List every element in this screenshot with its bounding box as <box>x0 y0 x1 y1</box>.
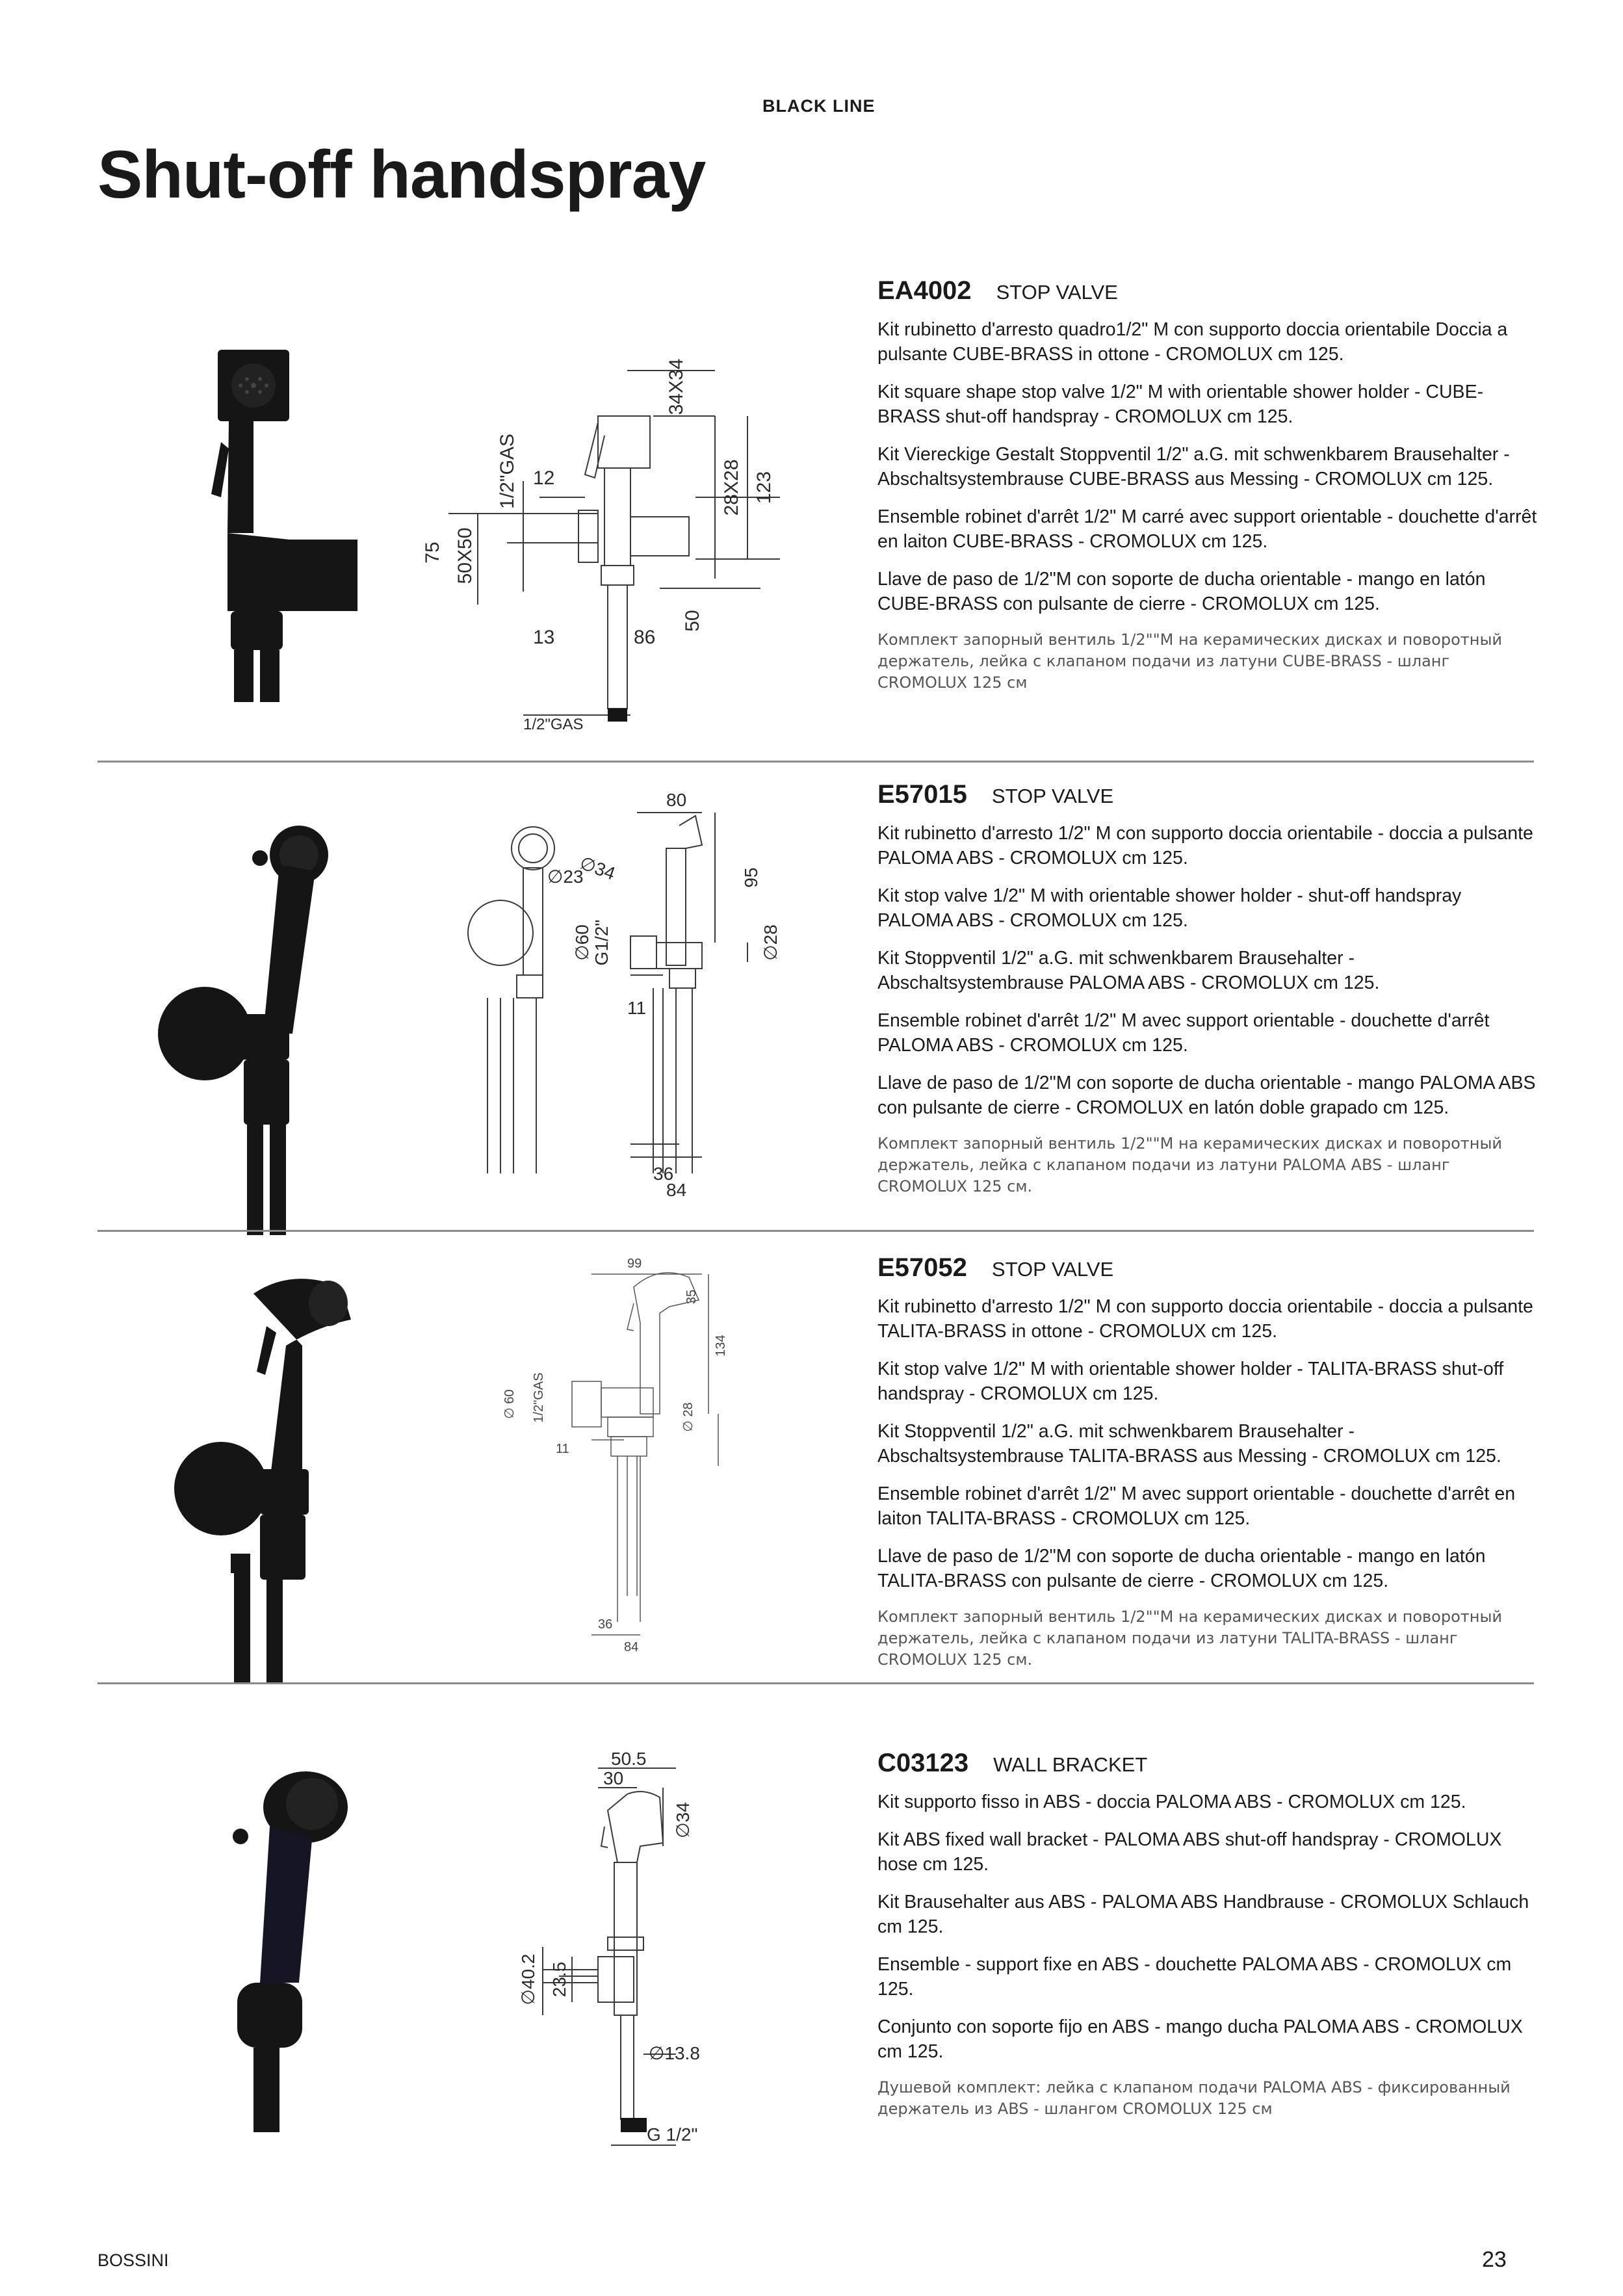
product-type: STOP VALVE <box>991 1258 1114 1281</box>
dim-12: 12 <box>533 467 555 489</box>
product-info <box>877 780 1540 1197</box>
description-de: Kit Stoppventil 1/2" a.G. mit schwenkbarem Brausehalter - Abschaltsystembrause PALOMA ABS - CROMOLUX cm 125. <box>877 948 1380 993</box>
description-es: Llave de paso de 1/2"M con soporte de ducha orientable - mango en latón CUBE-BRASS con pulsante de cierre - CROMOLUX cm 125. <box>877 569 1486 614</box>
technical-drawing <box>409 332 786 748</box>
description-fr: Ensemble - support fixe en ABS - douchette PALOMA ABS - CROMOLUX cm 125. <box>877 1954 1512 2000</box>
dim-50: 50 <box>682 610 703 632</box>
product-info <box>877 1749 1540 2120</box>
product-code: E57052 <box>877 1253 967 1282</box>
description-en: Kit stop valve 1/2" M with orientable shower holder - shut-off handspray PALOMA ABS - CROMOLUX cm 125. <box>877 885 1462 931</box>
description-ru: Комплект запорный вентиль 1/2""М на керамических дисках и поворотный держатель, лейка с клапаном подачи из латуни TALITA-BRASS - шланг CROMOLUX 125 см. <box>877 1608 1502 1669</box>
description-en: Kit square shape stop valve 1/2" M with orientable shower holder - CUBE-BRASS shut-off handspray - CROMOLUX cm 125. <box>877 382 1484 427</box>
dim-11: 11 <box>627 998 647 1018</box>
description-fr: Ensemble robinet d'arrêt 1/2" M avec support orientable - douchette d'arrêt PALOMA ABS - CROMOLUX cm 125. <box>877 1010 1490 1056</box>
dim-gas-bottom: 1/2"GAS <box>523 716 584 733</box>
description-en: Kit stop valve 1/2" M with orientable shower holder - TALITA-BRASS shut-off handspray - CROMOLUX cm 125. <box>877 1359 1504 1404</box>
dim-d40-2: ∅40.2 <box>518 1953 538 2005</box>
product-type: WALL BRACKET <box>993 1753 1148 1776</box>
description-it: Kit rubinetto d'arresto quadro1/2" M con supporto doccia orientabile Doccia a pulsante CUBE-BRASS in ottone - CROMOLUX cm 125. <box>877 319 1508 365</box>
divider <box>97 761 1534 763</box>
dim-134: 134 <box>714 1335 728 1357</box>
dim-d28: ∅28 <box>760 924 781 961</box>
dim-95: 95 <box>741 867 761 888</box>
dim-d28: ∅ 28 <box>681 1402 695 1432</box>
series-label: BLACK LINE <box>762 96 876 116</box>
product-info <box>877 1253 1540 1671</box>
dim-86: 86 <box>634 627 656 648</box>
dim-13: 13 <box>533 627 555 648</box>
product-photo <box>221 1768 377 2132</box>
dim-50-5: 50.5 <box>611 1749 647 1769</box>
dim-d60: ∅ 60 <box>502 1389 517 1419</box>
technical-drawing <box>494 1251 767 1667</box>
dim-35: 35 <box>684 1289 699 1305</box>
description-es: Llave de paso de 1/2"M con soporte de ducha orientable - mango PALOMA ABS con pulsante de cierre - CROMOLUX en latón doble grapado cm 125. <box>877 1073 1536 1118</box>
product-photo <box>156 819 364 1235</box>
dim-11: 11 <box>556 1442 569 1456</box>
dim-d23: ∅23 <box>547 867 584 887</box>
dim-30: 30 <box>603 1768 624 1788</box>
description-it: Kit rubinetto d'arresto 1/2" M con supporto doccia orientabile - doccia a pulsante PALOMA ABS - CROMOLUX cm 125. <box>877 823 1533 868</box>
dim-84: 84 <box>624 1640 639 1654</box>
description-en: Kit ABS fixed wall bracket - PALOMA ABS shut-off handspray - CROMOLUX hose cm 125. <box>877 1829 1502 1875</box>
dim-d34: ∅34 <box>577 852 618 884</box>
dim-gas: 1/2"GAS <box>497 434 518 509</box>
page-title: Shut-off handspray <box>97 137 706 213</box>
description-ru: Комплект запорный вентиль 1/2""М на керамических дисках и поворотный держатель, лейка с клапаном подачи из латуни CUBE-BRASS - шланг CROMOLUX 125 см <box>877 631 1502 692</box>
product-code: EA4002 <box>877 276 972 305</box>
dim-36: 36 <box>598 1617 613 1632</box>
page-number: 23 <box>1482 2247 1507 2272</box>
product-type: STOP VALVE <box>991 785 1114 807</box>
description-it: Kit supporto fisso in ABS - doccia PALOMA ABS - CROMOLUX cm 125. <box>877 1792 1466 1812</box>
dim-80: 80 <box>666 790 687 810</box>
technical-drawing <box>442 787 806 1203</box>
dim-75: 75 <box>422 541 443 564</box>
dim-23-5: 23.5 <box>549 1961 569 1998</box>
divider <box>97 1230 1534 1232</box>
dim-g12: G1/2" <box>591 919 612 966</box>
dim-99: 99 <box>627 1257 642 1271</box>
description-it: Kit rubinetto d'arresto 1/2" M con supporto doccia orientabile - doccia a pulsante TALITA-BRASS in ottone - CROMOLUX cm 125. <box>877 1296 1533 1342</box>
footer-brand: BOSSINI <box>97 2250 169 2270</box>
description-de: Kit Stoppventil 1/2" a.G. mit schwenkbarem Brausehalter - Abschaltsystembrause TALITA-BRASS aus Messing - CROMOLUX cm 125. <box>877 1421 1501 1467</box>
description-es: Conjunto con soporte fijo en ABS - mango ducha PALOMA ABS - CROMOLUX cm 125. <box>877 2016 1523 2062</box>
product-photo <box>156 338 390 702</box>
description-ru: Душевой комплект: лейка с клапаном подачи PALOMA ABS - фиксированный держатель из ABS - шлангом CROMOLUX 125 см <box>877 2078 1511 2118</box>
dim-g12: G 1/2" <box>647 2124 698 2145</box>
dim-d13-8: ∅13.8 <box>649 2043 700 2063</box>
dim-36: 36 <box>653 1164 674 1184</box>
divider <box>97 1682 1534 1684</box>
dim-d60: ∅60 <box>572 924 592 961</box>
product-code: E57015 <box>877 780 967 809</box>
product-photo <box>162 1268 370 1684</box>
technical-drawing <box>481 1749 767 2165</box>
description-fr: Ensemble robinet d'arrêt 1/2" M avec support orientable - douchette d'arrêt en laiton TALITA-BRASS - CROMOLUX cm 125. <box>877 1483 1516 1529</box>
dim-gas: 1/2"GAS <box>532 1372 546 1423</box>
product-code: C03123 <box>877 1749 969 1777</box>
product-info <box>877 276 1540 694</box>
product-type: STOP VALVE <box>996 281 1118 304</box>
dim-28x28: 28X28 <box>721 459 742 516</box>
dim-34x34: 34X34 <box>666 358 687 415</box>
description-es: Llave de paso de 1/2"M con soporte de ducha orientable - mango en latón TALITA-BRASS con pulsante de cierre - CROMOLUX cm 125. <box>877 1546 1486 1591</box>
description-ru: Комплект запорный вентиль 1/2""М на керамических дисках и поворотный держатель, лейка с клапаном подачи из латуни PALOMA ABS - шланг CROMOLUX 125 см. <box>877 1134 1502 1195</box>
description-de: Kit Viereckige Gestalt Stoppventil 1/2" a.G. mit schwenkbarem Brausehalter - Abschaltsystembrause CUBE-BRASS aus Messing - CROMOLUX cm 125. <box>877 444 1510 489</box>
description-de: Kit Brausehalter aus ABS - PALOMA ABS Handbrause - CROMOLUX Schlauch cm 125. <box>877 1892 1529 1937</box>
dim-123: 123 <box>753 471 775 504</box>
dim-50x50: 50X50 <box>454 527 476 584</box>
dim-84: 84 <box>666 1180 687 1200</box>
description-fr: Ensemble robinet d'arrêt 1/2" M carré avec support orientable - douchette d'arrêt en laiton CUBE-BRASS - CROMOLUX cm 125. <box>877 506 1537 552</box>
dim-d34: ∅34 <box>673 1802 693 1838</box>
